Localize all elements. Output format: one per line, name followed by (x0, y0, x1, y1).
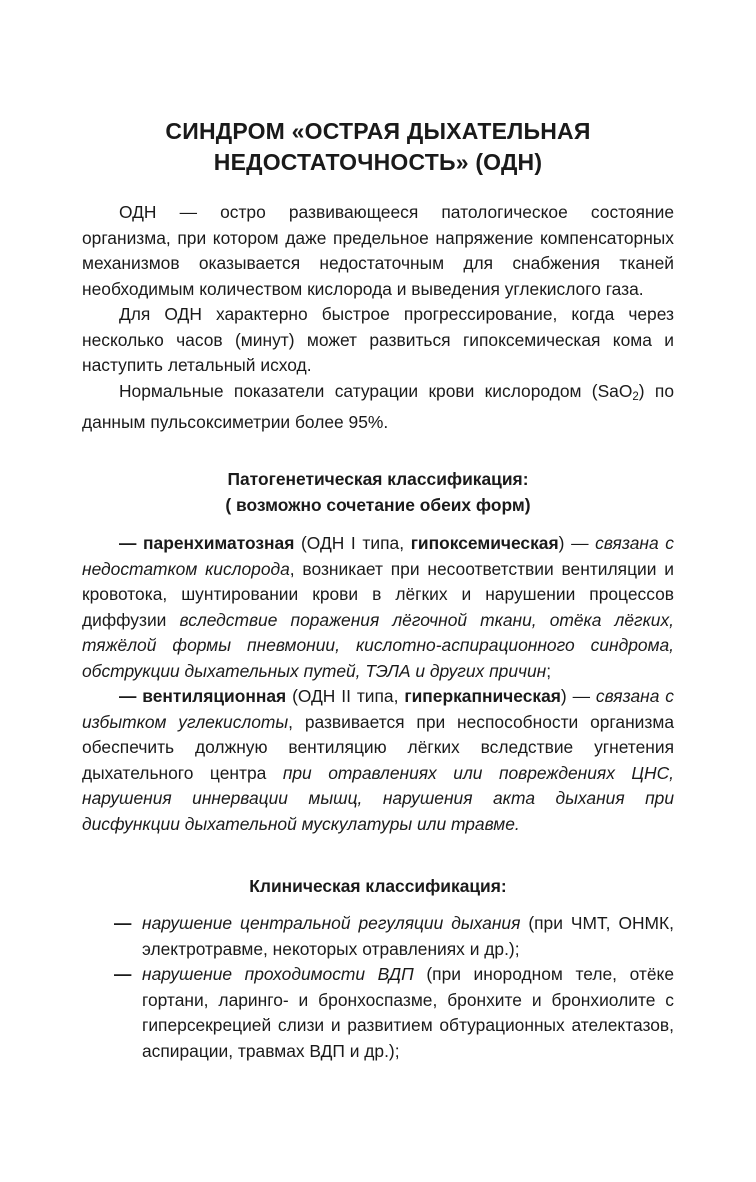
parenchymal-paren-open: (ОДН I типа, (294, 533, 411, 553)
intro-p3-after: ) по данным пульсоксиметрии более 95%. (82, 380, 674, 432)
intro-p3-before: Нормальные показатели сатурации крови кислородом (SaO (119, 380, 633, 401)
clinical-item-2-term: нарушение проходимости ВДП (142, 964, 414, 984)
intro-paragraph-1: ОДН — остро развивающееся патологическое состояние организма, при котором даже предельное напряжение компенсаторных механизмов оказывается недостаточным для снабжения тканей необходимым количеством кислорода и выведения углекислого газа. (82, 202, 674, 299)
clinical-item-2-text: (при инородном теле, отёке гортани, ларинго- и бронхоспазме, бронхите и бронхиолите с гиперсекрецией слизи и развитием обтурационных ателектазов, аспирации, травмах ВДП и др.); (142, 964, 675, 1061)
parenchymal-term: — паренхиматозная (119, 533, 295, 553)
parenchymal-paren-close: ) — (558, 533, 596, 553)
title-line-2: НЕДОСТАТОЧНОСТЬ» (ОДН) (213, 149, 543, 175)
ventilation-type: гиперкапническая (404, 686, 561, 706)
ventilation-mechanism: , развивается при неспособности организма обеспечить должную вентиляцию лёгких вследствие угнетения дыхательного центра (82, 711, 674, 783)
intro-paragraph-3 (82, 379, 674, 436)
pathogenetic-heading (82, 467, 674, 518)
intro-section (82, 200, 674, 436)
parenchymal-type: гипоксемическая (410, 533, 559, 553)
pathogenetic-heading-line-1: Патогенетическая классификация: (227, 469, 529, 489)
page-title (80, 116, 676, 178)
title-line-1: СИНДРОМ «ОСТРАЯ ДЫХАТЕЛЬНАЯ (165, 118, 591, 144)
ventilation-cause: связана с избытком углекислоты (82, 686, 674, 732)
intro-paragraph-2: Для ОДН характерно быстрое прогрессирование, когда через несколько часов (минут) может развиться гипоксемическая кома и наступить летальный исход. (82, 304, 674, 375)
clinical-heading-text: Клиническая классификация: (249, 876, 507, 896)
intro-p3-subscript: 2 (632, 390, 639, 403)
ventilation-reasons: при отравлениях или повреждениях ЦНС, нарушения иннервации мышц, нарушения акта дыхания при дисфункции дыхательной мускулатуры или травме. (82, 762, 674, 834)
parenchymal-cause: связана с недостатком кислорода (82, 533, 674, 579)
ventilation-term: — вентиляционная (119, 686, 287, 706)
parenchymal-mechanism: , возникает при несоответствии вентиляции и кровотока, шунтировании крови в лёгких и нарушении процессов диффузии (82, 558, 674, 630)
clinical-item-2 (82, 962, 674, 1064)
pathogenetic-heading-line-2: ( возможно сочетание обеих форм) (225, 494, 531, 515)
ventilation-paren-close: ) — (560, 686, 596, 706)
parenchymal-reasons: вследствие поражения лёгочной ткани, отёка лёгких, тяжёлой формы пневмонии, кислотно-аспирационного синдрома, обструкции дыхательных путей, ТЭЛА и других причин (82, 609, 674, 681)
parenchymal-end: ; (546, 660, 552, 681)
clinical-item-2-dash: — (114, 964, 132, 984)
clinical-list (82, 911, 674, 1064)
clinical-item-1-term: нарушение центральной регуляции дыхания (142, 913, 521, 933)
clinical-heading (82, 874, 674, 900)
parenchymal-item (82, 531, 674, 684)
pathogenetic-list (82, 531, 674, 837)
clinical-item-1-dash: — (114, 913, 132, 933)
ventilation-paren-open: (ОДН II типа, (286, 686, 405, 706)
clinical-item-1-text: (при ЧМТ, ОНМК, электротравме, некоторых отравлениях и др.); (142, 913, 674, 959)
clinical-item-1 (82, 911, 674, 962)
ventilation-item (82, 684, 674, 837)
